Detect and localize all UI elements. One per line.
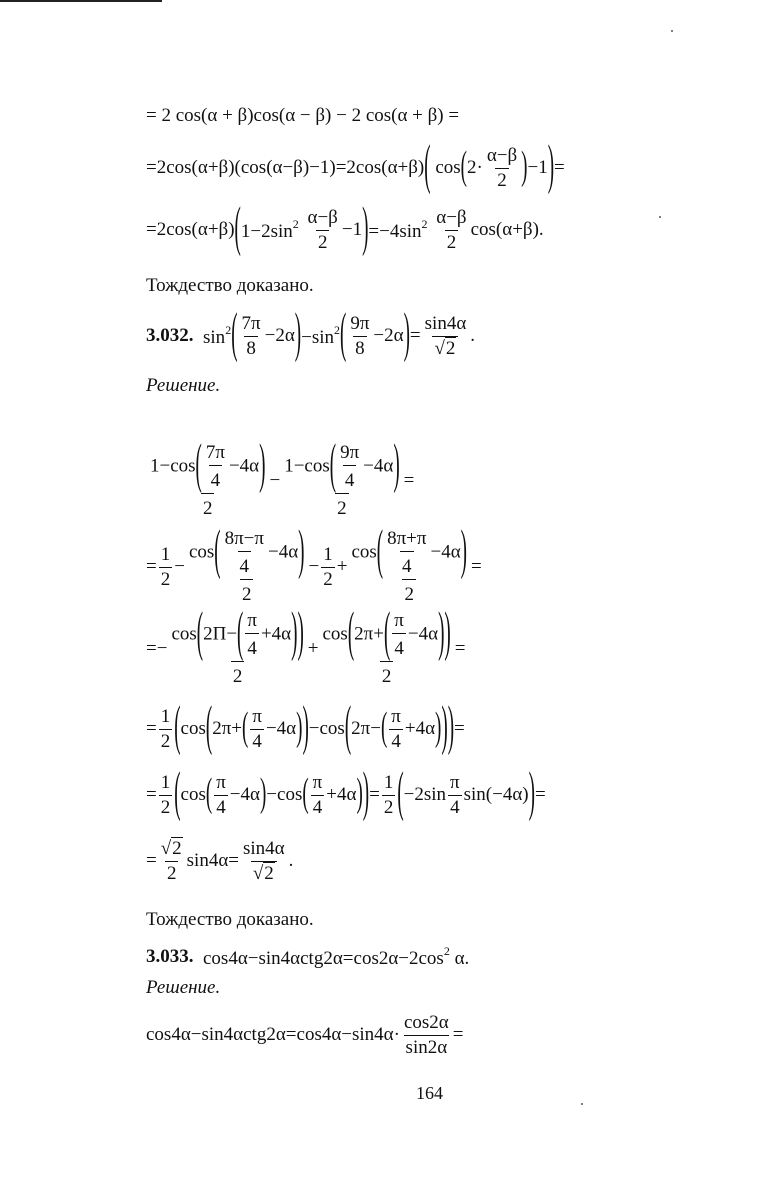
scan-speck bbox=[581, 1103, 583, 1105]
scan-speck bbox=[671, 30, 673, 32]
solution-step-5: = $\frac{1}{2}$ ( cos ( $\frac{\pi}{4}$ −4α ) −cos ( $\frac{\pi}{4}$ +4α ) ) = $\frac{1}{2}$ ( −2sin $\frac{\pi}{4}$ sin(−4α) ) = bbox=[146, 763, 546, 824]
problem-number: 3.032. bbox=[146, 325, 194, 346]
formula-line-1 bbox=[146, 105, 459, 127]
page-number: 164 bbox=[416, 1083, 443, 1103]
solution-step-2: = $\frac{1}{2}$ − cos( $\frac{8\pi-\pi}{4}$ −4α) 2 − $\frac{1}{2}$ + cos( $\frac{8\pi+\pi}{4}$ −4α) 2 = bbox=[146, 521, 482, 605]
scan-speck bbox=[659, 216, 661, 218]
formula-line-1-text: = 2 cos(α + β)cos(α − β) − 2 cos(α + β) = bbox=[146, 105, 460, 126]
header-rule bbox=[0, 0, 162, 2]
problem-3-032: 3.032. $\sin^2$ ( $\frac{7\pi}{8}$ −2α ) $-\sin^2$ ( $\frac{9\pi}{8}$ −2α ) = $\frac{\sin 4\alpha}{√2}$ . bbox=[146, 304, 476, 365]
solution-label-2: Решение. bbox=[146, 977, 221, 998]
formula-line-2: =2cos(α+β)(cos(α−β)−1)=2cos(α+β) ( cos ( 2· $\frac{\alpha-\beta}{2}$ ) −1 ) = bbox=[146, 136, 565, 197]
solution-step-4: = $\frac{1}{2}$ ( cos ( 2π+ ( $\frac{\pi}{4}$ −4α ) ) −cos ( 2π− ( $\frac{\pi}{4}$ +4α ) ) ) = bbox=[146, 697, 465, 758]
problem-number: 3.033. bbox=[146, 946, 194, 967]
solution-step-7: cos4α−sin4αctg2α=cos4α−sin4α· $\frac{\cos 2\alpha}{\sin 2\alpha}$ = bbox=[146, 1011, 464, 1058]
proved-note-1: Тождество доказано. bbox=[146, 275, 314, 296]
proved-note-2: Тождество доказано. bbox=[146, 909, 314, 930]
problem-3-033: 3.033. $\cos 4\alpha-\sin 4\alpha ctg2\alpha=\cos 2\alpha-2\cos^2$ α. bbox=[146, 944, 470, 969]
solution-step-1: 1−cos( $\frac{7\pi}{4}$ −4α) 2 − 1−cos( $\frac{9\pi}{4}$ −4α) 2 = bbox=[150, 435, 415, 519]
solution-step-6: = $\frac{√2}{2}$ sin4α= $\frac{\sin 4\alpha}{√2}$ . bbox=[146, 837, 294, 884]
solution-label-1: Решение. bbox=[146, 375, 221, 396]
solution-step-3: =− cos(2П−( $\frac{\pi}{4}$ +4α)) 2 + cos(2π+( $\frac{\pi}{4}$ −4α)) 2 = bbox=[146, 603, 466, 687]
formula-line-3: =2cos(α+β) ( $1-2\sin^2$ $\frac{\alpha-\beta}{2}$ −1 ) $=-4\sin^2$ $\frac{\alpha-\beta}{2}$ cos(α+β). bbox=[146, 198, 544, 259]
